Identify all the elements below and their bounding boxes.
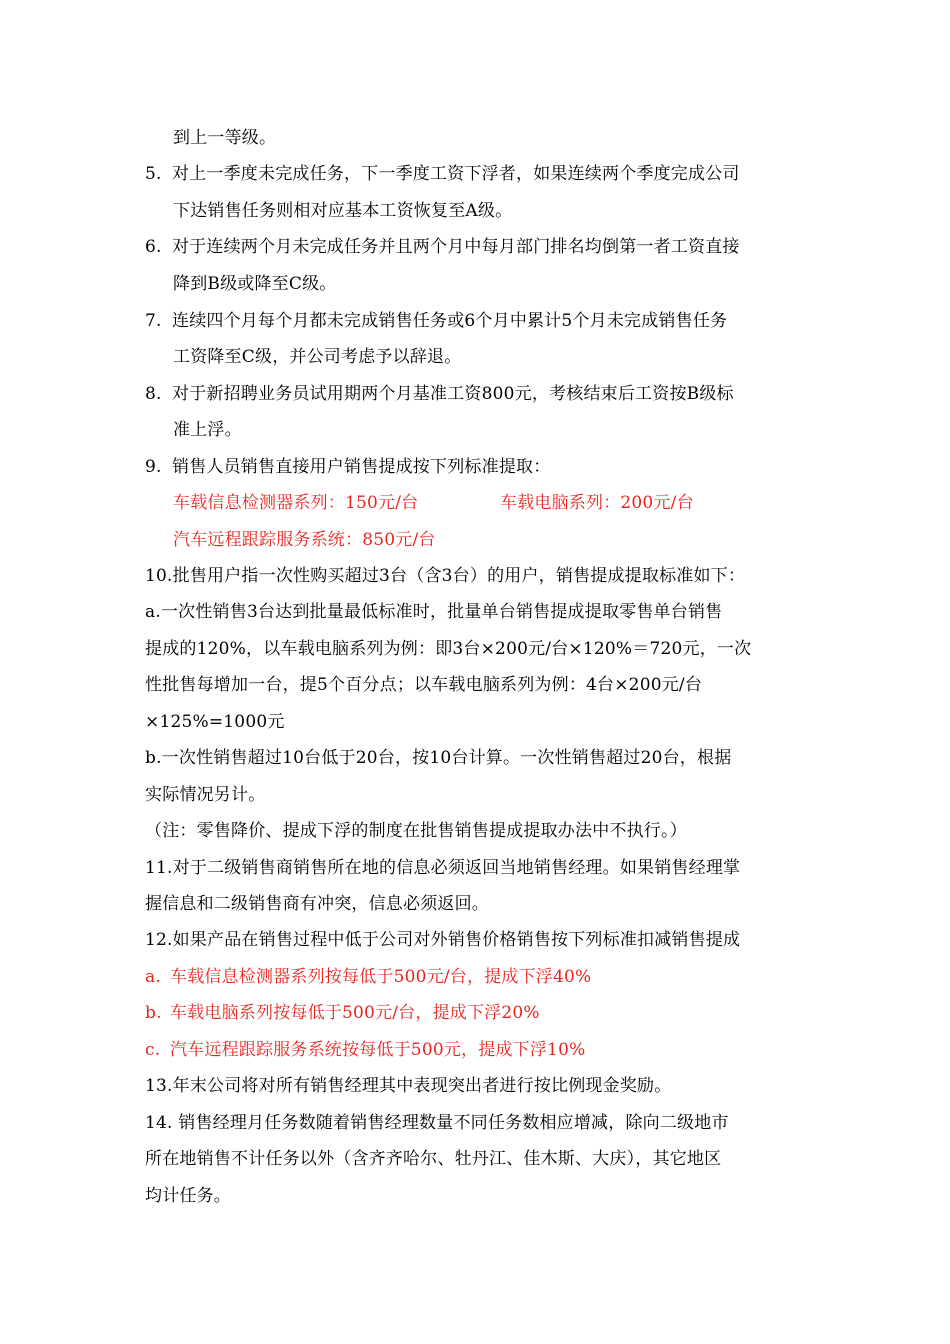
item-7-number: 7.: [145, 311, 162, 331]
item-5-number: 5.: [145, 164, 162, 184]
item-5-line-2: 下达销售任务则相对应基本工资恢复至A级。: [173, 201, 513, 221]
item-12-b-label: b.: [145, 1003, 162, 1023]
item-10-line-1: 10.批售用户指一次性购买超过3台（含3台）的用户，销售提成提取标准如下：: [145, 566, 746, 586]
item-10a-line-1: a.一次性销售3台达到批量最低标准时，批量单台销售提成提取零售单台销售: [145, 602, 723, 622]
rate-detector: 车载信息检测器系列：150元/台: [173, 493, 419, 513]
item-4-continuation: 到上一等级。: [173, 128, 277, 148]
item-12-a: [145, 966, 591, 988]
item-12-line-1: 12.如果产品在销售过程中低于公司对外销售价格销售按下列标准扣减销售提成: [145, 930, 741, 950]
item-12-c: [145, 1039, 585, 1061]
item-9-line-1: [145, 456, 550, 478]
item-12-c-text: 汽车远程跟踪服务系统按每低于500元，提成下浮10%: [170, 1040, 586, 1060]
item-6-line-1: [145, 236, 740, 258]
item-11-line-2: 握信息和二级销售商有冲突，信息必须返回。: [145, 894, 489, 914]
item-8-text: 对于新招聘业务员试用期两个月基准工资800元，考核结束后工资按B级标: [172, 384, 734, 404]
item-9-number: 9.: [145, 457, 162, 477]
item-14-line-3: 均计任务。: [145, 1186, 231, 1206]
item-6-number: 6.: [145, 237, 162, 257]
item-8-line-1: [145, 383, 734, 405]
item-5-line-1: [145, 163, 740, 185]
item-7-line-1: [145, 310, 727, 332]
item-14-line-2: 所在地销售不计任务以外（含齐齐哈尔、牡丹江、佳木斯、大庆），其它地区: [145, 1149, 722, 1169]
item-7-line-2: 工资降至C级，并公司考虑予以辞退。: [173, 347, 462, 367]
item-12-c-label: c.: [145, 1040, 161, 1060]
item-8-line-2: 准上浮。: [173, 420, 242, 440]
rate-tracking: 汽车远程跟踪服务系统：850元/台: [173, 530, 436, 550]
item-8-number: 8.: [145, 384, 162, 404]
item-7-text: 连续四个月每个月都未完成销售任务或6个月中累计5个月未完成销售任务: [172, 311, 728, 331]
rate-computer: 车载电脑系列：200元/台: [500, 493, 694, 513]
item-14-line-1: 14. 销售经理月任务数随着销售经理数量不同任务数相应增减，除向二级地市: [145, 1113, 729, 1133]
item-13: 13.年末公司将对所有销售经理其中表现突出者进行按比例现金奖励。: [145, 1076, 672, 1096]
item-10a-line-4: ×125%=1000元: [145, 712, 285, 732]
item-10b-line-2: 实际情况另计。: [145, 785, 266, 805]
item-10b-line-1: b.一次性销售超过10台低于20台，按10台计算。一次性销售超过20台，根据: [145, 748, 732, 768]
item-12-b-text: 车载电脑系列按每低于500元/台，提成下浮20%: [170, 1003, 540, 1023]
item-5-text: 对上一季度未完成任务，下一季度工资下浮者，如果连续两个季度完成公司: [172, 164, 740, 184]
item-11-line-1: 11.对于二级销售商销售所在地的信息必须返回当地销售经理。如果销售经理掌: [145, 858, 741, 878]
item-12-a-label: a.: [145, 967, 161, 987]
note: （注：零售降价、提成下浮的制度在批售销售提成提取办法中不执行。）: [145, 821, 687, 841]
item-6-line-2: 降到B级或降至C级。: [173, 274, 337, 294]
item-10a-line-2: 提成的120%，以车载电脑系列为例：即3台×200元/台×120%＝720元，一次: [145, 639, 752, 659]
item-12-b: [145, 1002, 540, 1024]
item-12-a-text: 车载信息检测器系列按每低于500元/台，提成下浮40%: [170, 967, 592, 987]
item-6-text: 对于连续两个月未完成任务并且两个月中每月部门排名均倒第一者工资直接: [172, 237, 740, 257]
item-9-text: 销售人员销售直接用户销售提成按下列标准提取：: [172, 457, 551, 477]
item-10a-line-3: 性批售每增加一台，提5个百分点；以车载电脑系列为例：4台×200元/台: [145, 675, 703, 695]
